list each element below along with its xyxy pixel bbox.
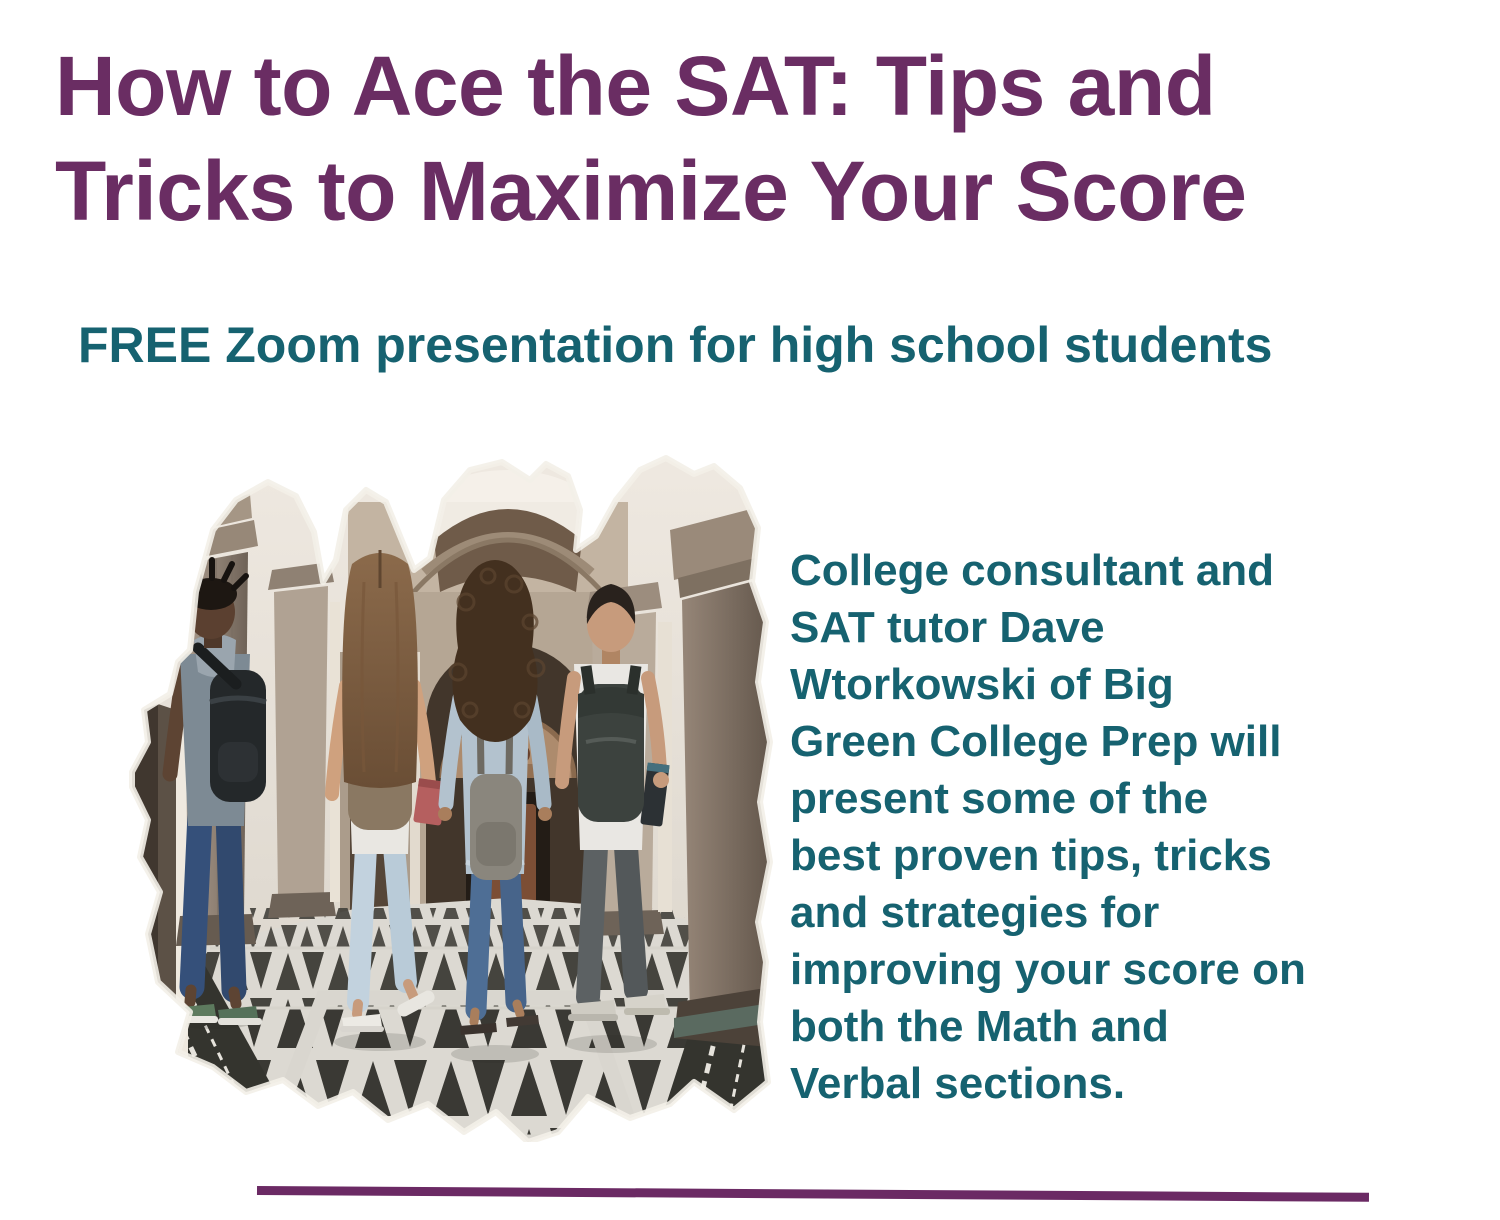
description-line: SAT tutor Dave [790,603,1105,652]
divider-line [257,1186,1369,1202]
title-line-2: Tricks to Maximize Your Score [55,144,1247,238]
description-line: College consultant and [790,546,1275,595]
students-photo-illustration [118,442,778,1142]
description-line: Green College Prep will [790,717,1282,766]
description-line: present some of the [790,774,1209,823]
students-photo [118,442,778,1142]
long-hair [342,553,418,788]
description-line: best proven tips, tricks [790,831,1272,880]
description-line: and strategies for [790,888,1160,937]
description-line: improving your score on [790,945,1306,994]
page-title [55,34,1247,244]
description-line: Verbal sections. [790,1059,1126,1108]
description-line: Wtorkowski of Big [790,660,1174,709]
description-line: both the Math and [790,1002,1169,1051]
description [790,542,1430,1112]
subtitle: FREE Zoom presentation for high school students [78,317,1273,373]
title-line-1: How to Ace the SAT: Tips and [55,39,1216,133]
backpack-dark [210,670,266,802]
